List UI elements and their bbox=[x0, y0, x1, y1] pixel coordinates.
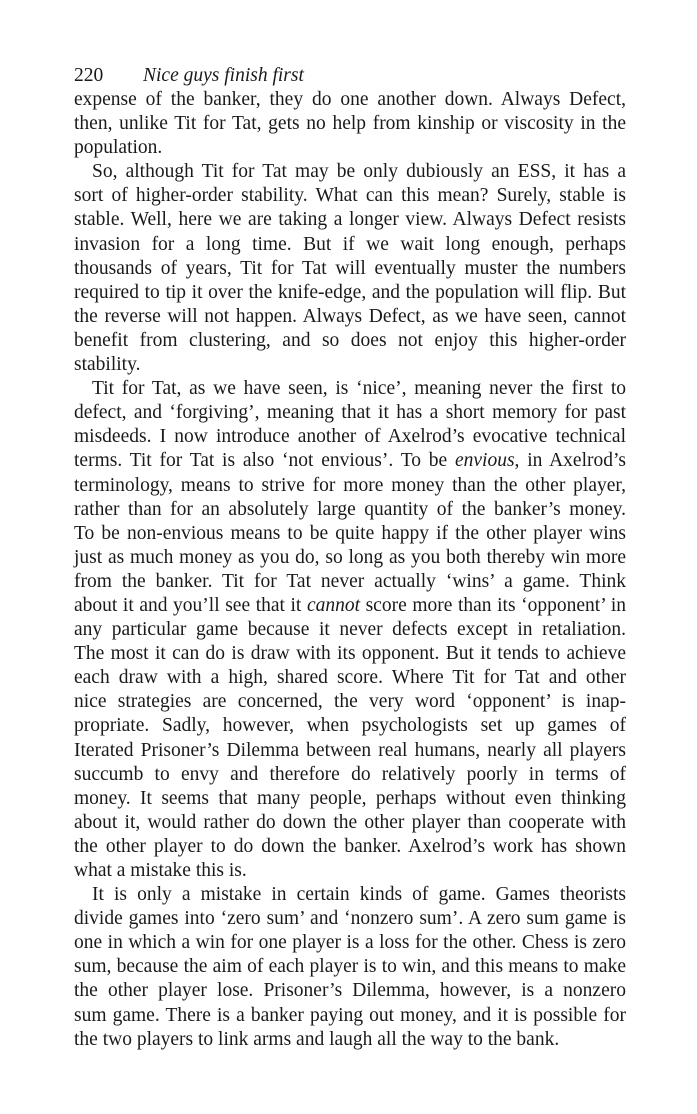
text-line: It is only a mistake in certain kinds of game. Games theorists bbox=[92, 884, 626, 906]
text-line: the other player to do down the banker. Axelrod’s work has shown bbox=[74, 835, 626, 857]
text-line: So, although Tit for Tat may be only dubiously an ESS, it has a bbox=[92, 161, 626, 183]
running-head bbox=[74, 64, 626, 88]
text-line: expense of the banker, they do one another down. Always Defect, bbox=[74, 89, 626, 110]
text-line: population. bbox=[74, 137, 163, 159]
text-line: from the banker. Tit for Tat never actually ‘wins’ a game. Think bbox=[74, 570, 626, 592]
text-line: one in which a win for one player is a loss for the other. Chess is zero bbox=[74, 932, 626, 954]
text-line: any particular game because it never defects except in retaliation. bbox=[74, 619, 626, 641]
text-line: divide games into ‘zero sum’ and ‘nonzero sum’. A zero sum game is bbox=[74, 908, 626, 930]
text-line: about it, would rather do down the other player than cooperate with bbox=[74, 811, 626, 833]
text-line: stable. Well, here we are taking a longer view. Always Defect resists bbox=[74, 209, 626, 231]
text-line: Iterated Prisoner’s Dilemma between real humans, nearly all players bbox=[74, 739, 626, 761]
text-line: the two players to link arms and laugh all the way to the bank. bbox=[74, 1028, 560, 1050]
text-line: propriate. Sadly, however, when psychologists set up games of bbox=[74, 715, 626, 737]
text-line: Tit for Tat, as we have seen, is ‘nice’, meaning never the first to bbox=[92, 378, 626, 400]
paragraph bbox=[74, 88, 626, 160]
body-text bbox=[74, 88, 626, 1052]
text-line: terms. Tit for Tat is also ‘not envious’. To be envious, in Axelrod’s bbox=[74, 450, 626, 472]
text-line: The most it can do is draw with its opponent. But it tends to achieve bbox=[74, 643, 626, 665]
text-line: the other player lose. Prisoner’s Dilemma, however, is a nonzero bbox=[74, 980, 626, 1002]
text-line: succumb to envy and therefore do relatively poorly in terms of bbox=[74, 763, 626, 785]
text-line: To be non-envious means to be quite happy if the other player wins bbox=[74, 522, 626, 544]
text-line: just as much money as you do, so long as you both thereby win more bbox=[74, 546, 626, 568]
text-line: rather than for an absolutely large quantity of the banker’s money. bbox=[74, 498, 626, 520]
text-line: stability. bbox=[74, 354, 141, 376]
text-line: required to tip it over the knife-edge, and the population will flip. But bbox=[74, 281, 626, 303]
text-line: misdeeds. I now introduce another of Axelrod’s evocative technical bbox=[74, 426, 626, 448]
text-line: what a mistake this is. bbox=[74, 860, 247, 881]
text-line: thousands of years, Tit for Tat will eventually muster the numbers bbox=[74, 257, 626, 279]
text-line: sum game. There is a banker paying out money, and it is possible for bbox=[74, 1004, 626, 1026]
text-line: invasion for a long time. But if we wait long enough, perhaps bbox=[74, 233, 626, 255]
text-line: terminology, means to strive for more money than the other player, bbox=[74, 474, 626, 496]
text-line: nice strategies are concerned, the very word ‘opponent’ is inap- bbox=[74, 691, 626, 713]
text-line: the reverse will not happen. Always Defect, as we have seen, cannot bbox=[74, 305, 626, 327]
paragraph bbox=[74, 377, 626, 883]
running-title: Nice guys finish first bbox=[143, 65, 304, 86]
text-line: benefit from clustering, and so does not enjoy this higher-order bbox=[74, 329, 626, 351]
text-line: then, unlike Tit for Tat, gets no help from kinship or viscosity in the bbox=[74, 113, 626, 135]
page-number: 220 bbox=[74, 65, 104, 86]
text-line: about it and you’ll see that it cannot score more than its ‘opponent’ in bbox=[74, 594, 626, 616]
book-page bbox=[74, 64, 626, 1052]
text-line: sort of higher-order stability. What can this mean? Surely, stable is bbox=[74, 185, 626, 207]
paragraph bbox=[74, 883, 626, 1052]
text-line: money. It seems that many people, perhaps without even thinking bbox=[74, 787, 626, 809]
text-line: sum, because the aim of each player is to win, and this means to make bbox=[74, 956, 626, 978]
paragraph bbox=[74, 160, 626, 377]
text-line: defect, and ‘forgiving’, meaning that it has a short memory for past bbox=[74, 402, 626, 424]
text-line: each draw with a high, shared score. Where Tit for Tat and other bbox=[74, 667, 626, 689]
